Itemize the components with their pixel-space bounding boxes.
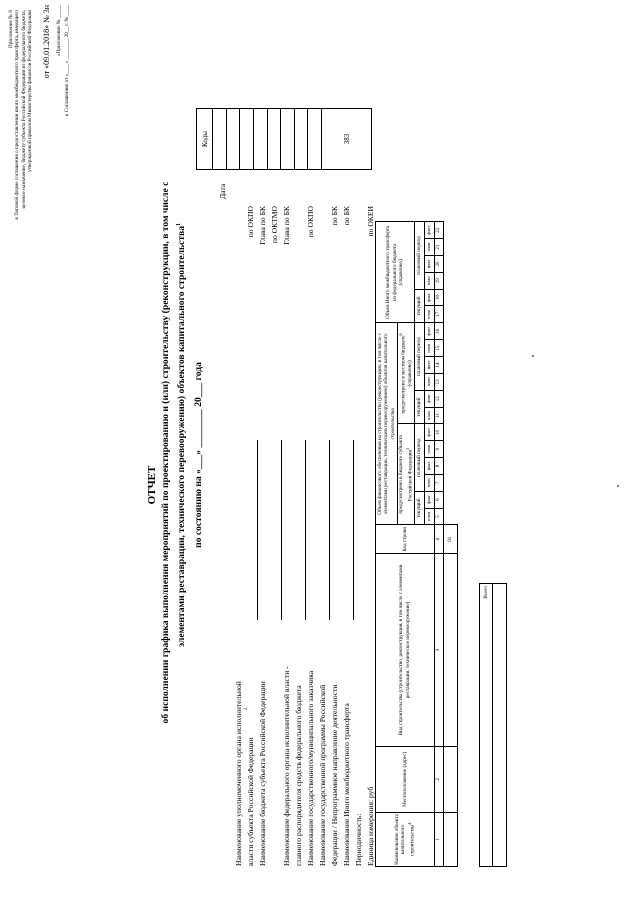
appendix-ref-line: утвержденной приказом Министерства финансов Российской Федерации [27, 10, 34, 172]
column-number: 4 [434, 525, 443, 554]
group-header-transfer [376, 222, 415, 323]
period-planned-header: плановый период [414, 323, 424, 390]
info-row-label: Наименование уполномоченного органа исполнительной [234, 681, 243, 866]
code-cell-bk-2 [308, 109, 322, 170]
scan-speck [617, 485, 619, 487]
plan-header: план [424, 340, 434, 357]
group-header-local-text: предусмотрено в местном бюджете [400, 335, 407, 414]
info-underline [305, 440, 306, 620]
info-row-label: Наименование Иного межбюджетного трансферта [342, 703, 351, 866]
info-underline [281, 440, 282, 620]
code-cell-okpo [226, 109, 240, 170]
period-current-header: текущий [414, 390, 424, 424]
column-number: 11 [434, 407, 443, 424]
info-row-label: Федерации / Непрограммное направление деятельности [330, 684, 339, 866]
column-number: 1 [434, 812, 443, 866]
code-cell-glava [267, 109, 281, 170]
info-row-label: Единица измерения: руб [366, 786, 375, 866]
fact-header: факт [424, 424, 434, 441]
period-planned-header: плановый период [414, 424, 424, 491]
table-right-blank [376, 5, 458, 222]
info-row-label: Наименование государственной программы Российской [318, 684, 327, 866]
column-number: 9 [434, 441, 443, 458]
column-number: 6 [434, 491, 443, 508]
info-underline [257, 440, 258, 620]
info-underline [353, 440, 354, 620]
appendix-ref-line: к Типовой форме соглашения о предоставлении иного межбюджетного трансферта, имеющего [14, 10, 21, 220]
cell-kind [443, 554, 457, 746]
code-cell-date [213, 109, 227, 170]
info-row-label: власти субъекта Российской Федерации [246, 737, 255, 866]
codes-box [196, 108, 372, 170]
fact-header: факт [424, 256, 434, 273]
column-number: 3 [434, 554, 443, 746]
table-row-blank-bottom [493, 583, 507, 867]
column-number: 22 [434, 222, 443, 239]
total-row [479, 583, 493, 867]
code-label: по БК [330, 206, 339, 226]
col-header-location: Местоположение (адрес) [376, 746, 435, 812]
fact-header: факт [424, 491, 434, 508]
appendix-number-field: «Приложение № _____ [56, 5, 62, 56]
appendix-number: Приложение № 8 [8, 10, 14, 48]
plan-header: план [424, 272, 434, 289]
plan-header: план [424, 474, 434, 491]
plan-header: план [424, 373, 434, 390]
column-number: 15 [434, 340, 443, 357]
col-header-object-fn: 4 [406, 822, 412, 825]
group-header-regional-text: предусмотрено в бюджете субъекта Российской Федерации [398, 435, 414, 514]
report-heading: ОТЧЕТ [146, 465, 158, 505]
info-row-label: Периодичность: [354, 813, 363, 866]
code-cell-okpo-2 [281, 109, 295, 170]
fact-header: факт [424, 323, 434, 340]
period-current-header: текущий [414, 491, 424, 525]
plan-header: план [424, 508, 434, 525]
plan-header: план [424, 407, 434, 424]
column-number: 16 [434, 323, 443, 340]
column-number: 18 [434, 289, 443, 306]
period-current-header: текущий [414, 289, 424, 323]
group-header-transfer-text: Объем Иного межбюджетного трансферта из федерального бюджета [385, 225, 398, 319]
report-title-line-2 [176, 5, 187, 865]
group-header-main: Объем финансового обеспечения на строительство (реконструкцию, в том числе с элементами реставрации, техническим перевооружением) объектов капитального строительства [376, 323, 398, 525]
fact-header: факт [424, 357, 434, 374]
fact-header: факт [424, 222, 434, 239]
fact-header: факт [424, 458, 434, 475]
code-cell-budget [240, 109, 254, 170]
col-header-object [376, 812, 435, 866]
col-header-kind: Вид строительства (строительство, реконструкция, в том числе с элементами реставрации, техническое перевооружение) [376, 554, 435, 746]
codes-header: Коды [197, 109, 213, 170]
agreement-reference: к Соглашению от «____» ________ 20__ г. № ____ [64, 5, 70, 117]
column-number: 13 [434, 373, 443, 390]
info-row-label: Наименование государственного/муниципального заказчика [306, 670, 315, 866]
code-label: по ОКЕИ [366, 206, 375, 237]
cell-location [443, 746, 457, 812]
column-number: 14 [434, 357, 443, 374]
plan-header: план [424, 441, 434, 458]
report-info-section [234, 160, 384, 866]
total-label: Всего [483, 586, 489, 599]
cell-object [443, 812, 457, 866]
code-cell-okei: 383 [322, 109, 372, 170]
code-label: Глава по БК [258, 206, 267, 245]
plan-header: план [424, 306, 434, 323]
code-label: по ОКПО [306, 206, 315, 238]
main-table [375, 5, 458, 867]
code-label: по ОКТМО [270, 206, 279, 244]
column-number: 2 [434, 746, 443, 812]
row-blank [443, 222, 457, 525]
info-row-label: Наименование федерального органа исполнительной власти - [282, 666, 291, 866]
group-header-local-sub: (справочно) [407, 360, 414, 387]
group-header-regional [398, 424, 415, 525]
col-header-row-code: Код строки [376, 525, 435, 554]
column-number: 12 [434, 390, 443, 407]
cell-row-code: 01 [443, 525, 457, 554]
info-underline [329, 440, 330, 620]
column-number: 19 [434, 272, 443, 289]
group-header-local [398, 323, 415, 424]
scan-speck [532, 355, 534, 357]
info-row-footnote: 2 [244, 707, 249, 710]
column-number: 7 [434, 474, 443, 491]
report-as-of-date: по состоянию на «___» ________ 20___ года [193, 362, 204, 548]
fact-header: факт [424, 390, 434, 407]
info-row-label: Наименование бюджета субъекта Российской Федерации [258, 681, 267, 866]
code-label: Глава по БК [282, 206, 291, 245]
group-header-transfer-sub: (справочно) [398, 259, 405, 286]
group-header-local-fn: 6 [398, 333, 404, 336]
main-table-wrap [375, 5, 485, 867]
order-reference: от «09.01.2018» № 3н [42, 5, 51, 79]
column-number: 5 [434, 508, 443, 525]
date-label: Дата [218, 183, 227, 199]
report-title-line-1: об исполнении графика выполнения мероприятий по проектированию и (или) строительству (реконструкции, в том числе с [160, 181, 171, 724]
code-label: по ОКПО [246, 206, 255, 238]
column-number: 21 [434, 239, 443, 256]
plan-header: план [424, 239, 434, 256]
col-header-object-text: Наименование объекта капитального строительства [393, 814, 416, 865]
title-line-2-text: элементами реставрации, технического перевооружению) объектов капитального строительства [176, 225, 188, 648]
column-number: 8 [434, 458, 443, 475]
appendix-block [8, 10, 34, 265]
code-label: по БК [342, 206, 351, 226]
codes-table [196, 108, 372, 170]
fact-header: факт [424, 289, 434, 306]
column-number: 10 [434, 424, 443, 441]
title-footnote-mark: 1 [176, 222, 182, 226]
column-number: 20 [434, 256, 443, 273]
period-planned-header: плановый период [414, 222, 424, 289]
column-number: 17 [434, 306, 443, 323]
group-header-regional-fn: 5 [404, 447, 410, 450]
code-cell-bk [294, 109, 308, 170]
info-row-label: главного распорядителя средств федерального бюджета [294, 685, 303, 866]
code-cell-oktmo [253, 109, 267, 170]
appendix-ref-line: целевое назначение, бюджету субъекта Российской Федерации из федерального бюджета, [20, 10, 27, 209]
